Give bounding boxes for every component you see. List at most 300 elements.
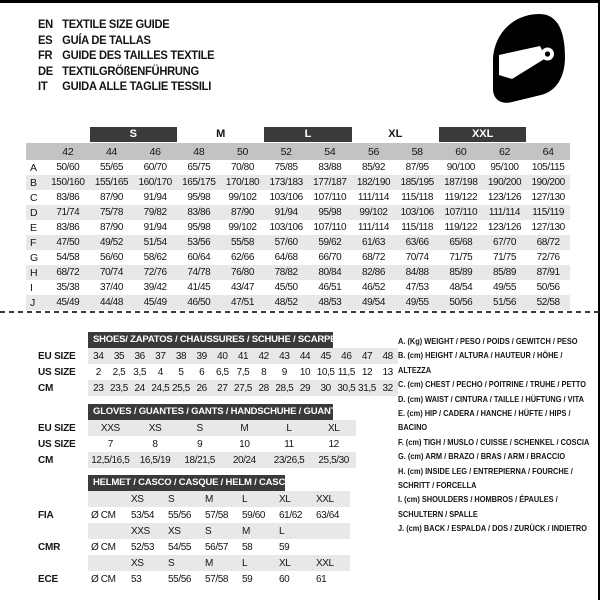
row-values — [88, 507, 350, 523]
size-cell: L — [242, 557, 248, 569]
table-cell: 107/110 — [313, 192, 347, 203]
table-cell: 10 — [299, 366, 311, 378]
row-letter: C — [30, 191, 38, 204]
table-cell: 46/50 — [187, 297, 211, 308]
table-cell: 6 — [199, 366, 205, 378]
size-cell: S — [168, 493, 175, 505]
table-cell: 127/130 — [531, 222, 565, 233]
measurement-legend — [398, 334, 596, 536]
table-cell: 37/40 — [99, 282, 123, 293]
size-cell: L — [279, 525, 285, 537]
table-cell: 87/90 — [99, 192, 123, 203]
row-letter: J — [30, 296, 36, 309]
row-letter: G — [30, 251, 39, 264]
row-label: CM — [38, 454, 54, 466]
unit-cell: Ø CM — [91, 541, 116, 553]
row-label: EU SIZE — [38, 350, 76, 362]
column-header-cell: 52 — [280, 145, 292, 158]
table-row — [26, 175, 570, 190]
table-cell: 74/78 — [187, 267, 211, 278]
unit-cell: Ø CM — [91, 573, 116, 585]
table-cell: 187/198 — [444, 177, 478, 188]
size-cell: XL — [279, 557, 291, 569]
table-cell: 49/54 — [361, 297, 385, 308]
row-letter: I — [30, 281, 33, 294]
table-cell: 65/68 — [449, 237, 473, 248]
table-cell: 13 — [382, 366, 393, 378]
table-cell: M — [240, 422, 249, 434]
guide-title: TEXTILGRÖßENFÜHRUNG — [62, 63, 199, 78]
row-letter: B — [30, 176, 38, 189]
table-cell: 64/68 — [274, 252, 298, 263]
table-cell: 190/200 — [531, 177, 565, 188]
size-cell: XS — [131, 493, 144, 505]
table-cell: 55/65 — [99, 162, 123, 173]
table-row — [26, 205, 570, 220]
table-cell: 103/106 — [269, 192, 303, 203]
table-row — [26, 160, 570, 175]
column-header-cell: 58 — [411, 145, 423, 158]
table-cell: L — [286, 422, 292, 434]
table-cell: 50/56 — [449, 297, 473, 308]
table-cell: 67/70 — [492, 237, 516, 248]
table-cell: 60/64 — [187, 252, 211, 263]
table-cell: 52/58 — [536, 297, 560, 308]
table-cell: 160/170 — [138, 177, 172, 188]
legend-item: E. (cm) HIP / CADERA / HANCHE / HÜFTE / HIPS / BACINO — [398, 408, 571, 433]
table-cell: 71/74 — [56, 207, 80, 218]
table-cell: 38 — [175, 350, 187, 362]
table-cell: 99/102 — [359, 207, 388, 218]
table-cell: 49/55 — [492, 282, 516, 293]
column-header-cell: 62 — [498, 145, 511, 158]
language-row — [38, 33, 214, 49]
table-cell: 68/72 — [56, 267, 80, 278]
table-cell: 41/45 — [187, 282, 211, 293]
column-header-row — [26, 143, 570, 160]
table-cell: 35 — [113, 350, 125, 362]
table-cell: 5 — [178, 366, 184, 378]
language-code: ES — [38, 32, 53, 47]
table-cell: 95/100 — [490, 162, 519, 173]
table-cell: 65/75 — [187, 162, 211, 173]
legend-item: B. (cm) HEIGHT / ALTURA / HAUTEUR / HÖHE / ALTEZZA — [398, 350, 563, 375]
language-row — [38, 79, 214, 95]
table-cell: 48/54 — [449, 282, 473, 293]
table-cell: 42 — [258, 350, 269, 362]
table-cell: 68/72 — [361, 252, 385, 263]
size-cell: S — [168, 557, 175, 569]
size-cell: XXL — [316, 557, 334, 569]
table-cell: 60 — [279, 573, 290, 585]
table-cell: 7,5 — [236, 366, 250, 378]
table-cell: 103/106 — [269, 222, 303, 233]
table-cell: 47/50 — [56, 237, 80, 248]
table-cell: 10 — [239, 438, 250, 450]
gloves-size-table — [28, 404, 356, 468]
column-header-cell: 48 — [193, 145, 205, 158]
row-label: CM — [38, 382, 54, 394]
language-title-list — [38, 17, 214, 95]
table-cell: 87/95 — [405, 162, 429, 173]
table-cell: 31,5 — [358, 382, 376, 394]
table-cell: 25,5/30 — [318, 454, 349, 466]
row-letter: E — [30, 221, 38, 234]
helmet-size-row — [28, 491, 350, 507]
table-cell: 8 — [261, 366, 267, 378]
standard-label: ECE — [38, 573, 58, 585]
table-cell: 83/88 — [318, 162, 342, 173]
table-cell: 35/38 — [56, 282, 80, 293]
column-header-cell: 56 — [367, 145, 380, 158]
table-cell: 123/126 — [487, 192, 522, 203]
table-row — [26, 250, 570, 265]
table-cell: 84/88 — [405, 267, 429, 278]
table-cell: 50/60 — [56, 162, 80, 173]
table-cell: 27 — [217, 382, 228, 394]
table-cell: 48/53 — [318, 297, 342, 308]
table-cell: 30 — [320, 382, 331, 394]
table-row — [28, 348, 398, 364]
table-row — [28, 380, 398, 396]
table-cell: 44/48 — [99, 297, 123, 308]
table-cell: 3,5 — [133, 366, 146, 378]
table-cell: 177/187 — [313, 177, 347, 188]
table-cell: 45/49 — [56, 297, 80, 308]
table-cell: 85/89 — [492, 267, 516, 278]
table-cell: 53 — [131, 573, 142, 585]
table-cell: 111/114 — [357, 192, 390, 203]
table-cell: 71/75 — [492, 252, 516, 263]
table-cell: 47/53 — [405, 282, 429, 293]
table-cell: 70/74 — [405, 252, 429, 263]
table-cell: 95/98 — [318, 207, 342, 218]
table-cell: 61/62 — [279, 509, 303, 521]
table-cell: 58/62 — [143, 252, 167, 263]
table-row — [28, 452, 356, 468]
legend-item: I. (cm) SHOULDERS / HOMBROS / ÉPAULES / SCHULTERN / SPALLE — [398, 494, 558, 519]
row-letter: D — [30, 206, 38, 219]
helmet-size-row — [28, 523, 350, 539]
table-cell: 59 — [279, 541, 290, 553]
table-row — [26, 220, 570, 235]
row-values — [88, 348, 398, 364]
table-cell: 28 — [258, 382, 269, 394]
language-row — [38, 48, 214, 64]
standard-label: FIA — [38, 509, 54, 521]
table-cell: 27,5 — [234, 382, 252, 394]
guide-title: TEXTILE SIZE GUIDE — [62, 17, 170, 31]
table-cell: 12 — [361, 366, 373, 378]
table-cell: 46/51 — [318, 282, 342, 293]
table-cell: 23,5 — [110, 382, 128, 394]
table-cell: 63/66 — [405, 237, 429, 248]
table-cell: 37 — [155, 350, 166, 362]
table-cell: 165/175 — [182, 177, 216, 188]
table-cell: 91/94 — [274, 207, 298, 218]
table-row — [28, 436, 356, 452]
table-row — [26, 280, 570, 295]
table-cell: 87/90 — [99, 222, 123, 233]
table-row — [26, 235, 570, 250]
table-cell: 43 — [279, 350, 290, 362]
table-cell: 87/90 — [230, 207, 254, 218]
table-cell: 85/89 — [449, 267, 473, 278]
table-cell: 63/64 — [316, 509, 340, 521]
table-cell: 190/200 — [487, 177, 522, 188]
language-code: EN — [38, 17, 53, 31]
shoes-table-title: SHOES/ ZAPATOS / CHAUSSURES / SCHUHE / SCARPE — [88, 332, 333, 348]
table-cell: 49/52 — [99, 237, 123, 248]
row-values — [88, 539, 350, 555]
size-group-label: M — [216, 127, 226, 140]
table-cell: 107/110 — [444, 207, 478, 218]
table-cell: 111/114 — [357, 222, 390, 233]
table-cell: 43/47 — [230, 282, 254, 293]
table-cell: 59/60 — [242, 509, 266, 521]
table-cell: 46/52 — [361, 282, 385, 293]
table-cell: 11,5 — [337, 366, 355, 378]
table-cell: 12,5/16,5 — [91, 454, 130, 466]
row-values — [88, 364, 398, 380]
table-cell: 68/72 — [536, 237, 560, 248]
helmet-standard-row — [28, 539, 350, 555]
table-cell: 95/98 — [187, 222, 211, 233]
table-cell: 61/63 — [361, 237, 385, 248]
table-cell: 52/53 — [131, 541, 155, 553]
table-cell: 59/62 — [318, 237, 342, 248]
table-cell: 103/106 — [400, 207, 434, 218]
table-cell: 2,5 — [112, 366, 126, 378]
table-cell: S — [196, 422, 203, 434]
table-row — [28, 420, 356, 436]
table-cell: 24,5 — [151, 382, 170, 394]
table-cell: 23 — [93, 382, 104, 394]
row-label: US SIZE — [38, 438, 76, 450]
table-cell: 80/84 — [318, 267, 342, 278]
table-cell: 75/78 — [99, 207, 123, 218]
table-cell: 40 — [217, 350, 228, 362]
table-cell: 49/55 — [405, 297, 429, 308]
table-cell: 155/165 — [94, 177, 129, 188]
table-cell: 16,5/19 — [139, 454, 171, 466]
row-values — [88, 523, 350, 539]
dashed-divider — [0, 311, 600, 313]
shoes-size-table — [28, 332, 398, 396]
table-cell: 71/75 — [449, 252, 473, 263]
size-group-row — [26, 126, 570, 142]
table-cell: 55/58 — [230, 237, 254, 248]
language-code: DE — [38, 63, 53, 78]
size-cell: M — [205, 493, 213, 505]
racing-helmet-icon — [489, 13, 567, 105]
helmet-standard-row — [28, 571, 350, 587]
table-cell: 47/51 — [230, 297, 254, 308]
row-values — [88, 571, 350, 587]
table-cell: 83/86 — [56, 192, 80, 203]
table-cell: 119/122 — [444, 222, 478, 233]
table-cell: 59 — [242, 573, 253, 585]
table-row — [28, 364, 398, 380]
table-cell: 53/56 — [187, 237, 211, 248]
table-cell: 91/94 — [143, 192, 167, 203]
size-cell: XS — [168, 525, 181, 537]
table-cell: 8 — [152, 438, 158, 450]
table-cell: 115/119 — [532, 207, 565, 218]
helmet-table-title: HELMET / CASCO / CASQUE / HELM / CASCO — [88, 475, 285, 491]
table-cell: 60/70 — [143, 162, 167, 173]
legend-item: C. (cm) CHEST / PECHO / POITRINE / TRUHE / PETTO — [398, 379, 587, 390]
table-cell: 82/86 — [361, 267, 385, 278]
legend-item: G. (cm) ARM / BRAZO / BRAS / ARM / BRACCIO — [398, 451, 566, 462]
table-cell: 36 — [134, 350, 145, 362]
language-row — [38, 64, 214, 80]
table-cell: 127/130 — [531, 192, 565, 203]
table-cell: 57/60 — [274, 237, 298, 248]
row-values — [88, 452, 356, 468]
table-cell: 10,5 — [316, 366, 335, 378]
table-cell: 83/86 — [187, 207, 211, 218]
table-cell: 76/80 — [230, 267, 254, 278]
guide-title: GUIDA ALLE TAGLIE TESSILI — [62, 79, 212, 94]
table-cell: 34 — [93, 350, 104, 362]
table-cell: 4 — [157, 366, 163, 378]
table-cell: 173/183 — [269, 177, 303, 188]
row-values — [88, 436, 356, 452]
row-label: EU SIZE — [38, 422, 76, 434]
language-code: IT — [38, 79, 48, 94]
table-cell: 39/42 — [143, 282, 167, 293]
legend-item: H. (cm) INSIDE LEG / ENTREPIERNA / FOURCHE / SCHRITT / FORCELLA — [398, 465, 573, 491]
table-cell: 7 — [107, 438, 113, 450]
row-values — [88, 380, 398, 396]
size-cell: XXS — [131, 525, 150, 537]
table-cell: 32 — [382, 382, 393, 394]
table-cell: 20/24 — [232, 454, 256, 466]
table-cell: 53/54 — [131, 509, 155, 521]
table-cell: 50/56 — [536, 282, 560, 293]
table-cell: 54/55 — [168, 541, 192, 553]
table-cell: 18/21,5 — [184, 454, 215, 466]
size-group-label: XXL — [439, 127, 526, 142]
size-group-label: XL — [388, 127, 403, 140]
table-cell: 56/60 — [99, 252, 123, 263]
table-cell: 105/115 — [531, 162, 565, 173]
row-values — [88, 420, 356, 436]
guide-title: GUÍA DE TALLAS — [62, 32, 151, 47]
table-cell: 39 — [196, 350, 207, 362]
table-cell: 91/94 — [143, 222, 167, 233]
gloves-table-title: GLOVES / GUANTES / GANTS / HANDSCHUHE / GUANTI — [88, 404, 333, 420]
textile-size-table — [26, 126, 570, 310]
helmet-size-row — [28, 555, 350, 571]
table-cell: 62/66 — [230, 252, 254, 263]
language-row — [38, 17, 214, 33]
table-cell: 24 — [134, 382, 145, 394]
table-cell: 75/85 — [274, 162, 298, 173]
language-code: FR — [38, 48, 53, 63]
column-header-cell: 50 — [236, 145, 249, 158]
table-cell: 99/102 — [228, 192, 257, 203]
table-cell: 30,5 — [337, 382, 356, 394]
table-cell: 41 — [237, 350, 249, 362]
guide-title: GUIDE DES TAILLES TEXTILE — [62, 48, 215, 63]
table-cell: 57/58 — [205, 573, 229, 585]
size-group-label: L — [264, 127, 351, 142]
table-cell: 29 — [299, 382, 311, 394]
legend-item: D. (cm) WAIST / CINTURA / TAILLE / HÜFTUNG / VITA — [398, 393, 584, 404]
column-header-cell: 42 — [62, 145, 74, 158]
table-cell: 45 — [320, 350, 331, 362]
table-cell: 51/56 — [492, 297, 516, 308]
row-letter: F — [30, 236, 37, 249]
size-cell: S — [205, 525, 212, 537]
table-cell: 44 — [299, 350, 311, 362]
table-cell: XS — [148, 422, 162, 434]
standard-label: CMR — [38, 541, 61, 553]
table-cell: 45/49 — [143, 297, 167, 308]
table-cell: 57/58 — [205, 509, 229, 521]
legend-item: F. (cm) TIGH / MUSLO / CUISSE / SCHENKEL / COSCIA — [398, 436, 590, 447]
table-cell: 115/118 — [401, 192, 434, 203]
column-header-cell: 44 — [105, 145, 118, 158]
table-cell: 90/100 — [446, 162, 475, 173]
table-cell: 78/82 — [274, 267, 298, 278]
legend-item: A. (Kg) WEIGHT / PESO / POIDS / GEWITCH / PESO — [398, 336, 578, 346]
size-group-label: S — [90, 127, 177, 142]
table-cell: 107/110 — [313, 222, 347, 233]
table-cell: 2 — [95, 366, 101, 378]
row-letter: H — [30, 266, 38, 279]
table-cell: 46 — [341, 350, 352, 362]
table-cell: 83/86 — [56, 222, 80, 233]
table-cell: 6,5 — [215, 366, 229, 378]
column-header-cell: 60 — [455, 145, 467, 158]
table-cell: 48/52 — [274, 297, 298, 308]
table-cell: 87/91 — [536, 267, 560, 278]
size-cell: XXL — [316, 493, 334, 505]
table-cell: 61 — [316, 573, 327, 585]
table-cell: 9 — [281, 366, 287, 378]
table-cell: 70/80 — [230, 162, 254, 173]
table-row — [26, 190, 570, 205]
table-cell: 48 — [382, 350, 393, 362]
table-cell: 150/160 — [51, 177, 85, 188]
helmet-size-table — [28, 475, 350, 587]
table-cell: 182/190 — [356, 177, 391, 188]
table-cell: 25,5 — [172, 382, 190, 394]
table-cell: 185/195 — [400, 177, 434, 188]
table-cell: 111/114 — [488, 207, 521, 218]
table-cell: 51/54 — [143, 237, 167, 248]
table-cell: 28,5 — [275, 382, 294, 394]
table-cell: 11 — [284, 438, 294, 450]
table-cell: XL — [327, 422, 340, 434]
table-cell: 9 — [197, 438, 203, 450]
column-header-cell: 54 — [324, 145, 336, 158]
table-cell: 45/50 — [274, 282, 298, 293]
table-cell: 26 — [196, 382, 207, 394]
table-cell: 123/126 — [487, 222, 522, 233]
table-cell: 85/92 — [361, 162, 385, 173]
table-row — [26, 295, 570, 310]
size-cell: XL — [279, 493, 291, 505]
helmet-standard-row — [28, 507, 350, 523]
size-cell: L — [242, 493, 248, 505]
table-cell: 79/82 — [143, 207, 167, 218]
table-cell: 12 — [328, 438, 339, 450]
table-cell: 56/57 — [205, 541, 229, 553]
